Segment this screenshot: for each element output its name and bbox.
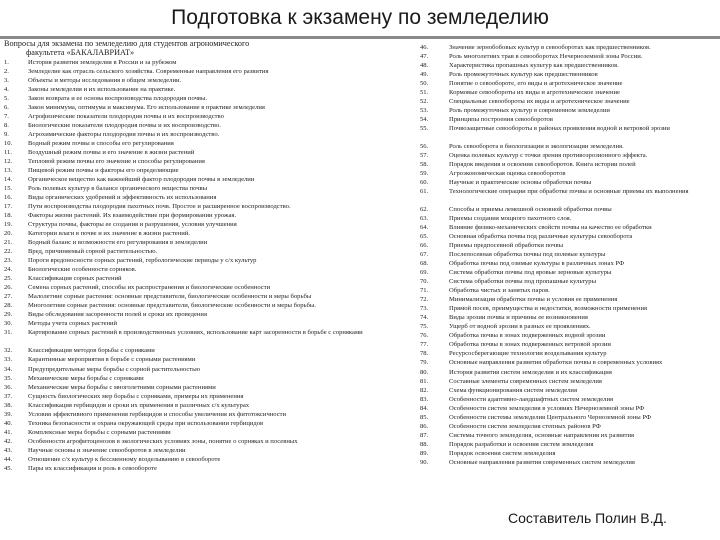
- header-line-2: факультета «БАКАЛАВРИАТ»: [26, 48, 135, 58]
- question-text: Техника безопасности и охрана окружающей среды при использовании гербицидов: [28, 419, 264, 427]
- question-item: [420, 223, 714, 232]
- question-number: 74.: [420, 314, 429, 322]
- question-text: Обработка почвы в зонах подверженных водной эрозии: [449, 332, 606, 340]
- question-text: Способы и приемы лемешной основной обработки почвы: [449, 206, 612, 214]
- question-item: [4, 464, 418, 473]
- question-text: Кормовые севообороты их виды и агротехническое значение: [449, 89, 620, 97]
- question-text: Предупредительные меры борьбы с сорной растительностью: [28, 365, 201, 373]
- question-text: Роль промежуточных культур в современном земледелии: [449, 107, 610, 115]
- question-item: [420, 377, 714, 386]
- question-item: [420, 115, 714, 124]
- questions-column-right: [420, 43, 714, 467]
- question-item: [420, 187, 714, 205]
- question-number: 71.: [420, 287, 429, 295]
- question-item: [4, 130, 418, 139]
- question-number: 40.: [4, 419, 13, 427]
- question-text: Приемы предпосевной обработки почвы: [449, 242, 564, 250]
- question-item: [420, 43, 714, 52]
- question-text: Вред, причиняемый сорной растительностью.: [28, 248, 158, 256]
- question-text: Обработка почвы в зонах подверженных ветровой эрозии: [449, 341, 611, 349]
- question-item: [4, 238, 418, 247]
- question-text: Роль промежуточных культур как предшественников: [449, 71, 598, 79]
- question-number: 21.: [4, 239, 13, 247]
- question-text: Особенности систем земледелия в условиях Нечерноземной зоны РФ: [449, 404, 645, 412]
- question-number: 28.: [4, 302, 13, 310]
- question-text: Карантинные мероприятия в борьбе с сорными растениями: [28, 356, 196, 364]
- question-text: Закон возврата и ее основа воспроизводства плодородия почвы.: [28, 95, 208, 103]
- question-text: Водный баланс и возможности его регулирования в земледелии: [28, 239, 208, 247]
- question-number: 64.: [420, 224, 429, 232]
- question-item: [4, 365, 418, 374]
- question-text: История развития систем земледелия и их классификация: [449, 368, 612, 376]
- question-text: Комплексные меры борьбы с сорными растениями: [28, 428, 171, 436]
- question-text: Научные и практические основы обработки почвы: [449, 179, 592, 187]
- question-text: Механические меры борьбы с сорняками: [28, 374, 144, 382]
- question-number: 38.: [4, 401, 13, 409]
- question-text: Малолетние сорные растения: основные представители, биологические особенности и меры борьбы: [28, 293, 312, 301]
- question-number: 42.: [4, 437, 13, 445]
- question-text: Роль многолетних трав в севооборотах Нечерноземной зоны России.: [449, 53, 643, 61]
- question-number: 72.: [420, 296, 429, 304]
- question-item: [4, 112, 418, 121]
- question-number: 76.: [420, 332, 429, 340]
- question-text: Оценка полевых культур с точки зрения противоэрозионного эффекта.: [449, 152, 648, 160]
- question-number: 75.: [420, 323, 429, 331]
- question-number: 54.: [420, 116, 429, 124]
- question-number: 66.: [420, 242, 429, 250]
- question-item: [4, 392, 418, 401]
- question-number: 13.: [4, 167, 13, 175]
- question-item: [420, 142, 714, 151]
- question-number: 80.: [420, 368, 429, 376]
- question-item: [420, 458, 714, 467]
- question-number: 68.: [420, 260, 429, 268]
- question-number: 85.: [420, 413, 429, 421]
- question-text: Отношение с/х культур к бессменному возделыванию в севообороте: [28, 455, 221, 463]
- header-line-1: Вопросы для экзамена по земледелию для студентов агрономического: [4, 39, 250, 48]
- question-item: [420, 349, 714, 358]
- question-number: 19.: [4, 221, 13, 229]
- question-text: Методы учета сорных растений: [28, 320, 118, 328]
- question-item: [420, 97, 714, 106]
- question-text: Приемы создания мощного пахотного слоя.: [449, 215, 572, 223]
- question-item: [420, 70, 714, 79]
- question-item: [4, 319, 418, 328]
- question-item: [420, 79, 714, 88]
- question-number: 61.: [420, 188, 429, 196]
- question-text: Схема функционирования систем земледелия: [449, 386, 577, 394]
- question-text: Механические меры борьбы с многолетними сорными растениями: [28, 383, 216, 391]
- question-item: [4, 67, 418, 76]
- question-number: 59.: [420, 170, 429, 178]
- question-text: Классификация гербицидов и сроки их применения в различных с/х культурах: [28, 401, 250, 409]
- question-text: Почвозащитные севообороты в районах проявления водной и ветровой эрозии: [449, 125, 670, 133]
- question-item: [420, 88, 714, 97]
- question-item: [420, 449, 714, 458]
- question-number: 87.: [420, 431, 429, 439]
- question-number: 30.: [4, 320, 13, 328]
- question-text: Принципы построения севооборотов: [449, 116, 553, 124]
- question-number: 26.: [4, 284, 13, 292]
- question-number: 73.: [420, 305, 429, 313]
- question-item: [4, 193, 418, 202]
- question-text: Обработка чистых и занятых паров.: [449, 287, 550, 295]
- question-item: [420, 259, 714, 268]
- question-item: [420, 440, 714, 449]
- question-number: 18.: [4, 212, 13, 220]
- question-item: [4, 355, 418, 364]
- question-item: [420, 386, 714, 395]
- question-number: 20.: [4, 230, 13, 238]
- question-number: 33.: [4, 356, 13, 364]
- question-text: Система обработки почвы под яровые зерновые культуры: [449, 269, 612, 277]
- question-number: 90.: [420, 458, 429, 466]
- question-text: Системы точного земледелия, основные направления их развития: [449, 431, 635, 439]
- question-text: Агрофизические показатели плодородия почвы и их воспроизводство: [28, 113, 224, 121]
- question-text: Биологические показатели плодородия почвы и их воспроизводство.: [28, 122, 221, 130]
- question-item: [4, 455, 418, 464]
- question-item: [4, 256, 418, 265]
- question-number: 46.: [420, 44, 429, 51]
- question-item: [420, 340, 714, 349]
- question-text: Порядок введения и освоения севооборотов. Книга истории полей: [449, 161, 636, 169]
- question-number: 45.: [4, 464, 13, 472]
- question-text: Водный режим почвы и способы его регулирования: [28, 140, 174, 148]
- question-text: История развития земледелия в России и за рубежом: [28, 59, 177, 66]
- question-text: Характеристика пропашных культур как предшественников.: [449, 62, 619, 70]
- question-item: [4, 346, 418, 355]
- question-number: 50.: [420, 80, 429, 88]
- question-number: 78.: [420, 350, 429, 358]
- question-text: Виды обследования засоренности полей и сроки их проведения: [28, 311, 207, 319]
- question-number: 8.: [4, 122, 9, 130]
- question-text: Особенности системы земледелия Центрального Черноземной зоны РФ: [449, 413, 652, 421]
- question-item: [420, 304, 714, 313]
- question-text: Значение зернобобовых культур в севооборотах как предшественников.: [449, 44, 651, 51]
- questions-column-left: [4, 58, 418, 473]
- question-item: [4, 76, 418, 85]
- question-text: Классификация методов борьбы с сорняками: [28, 347, 155, 355]
- question-item: [4, 310, 418, 319]
- question-text: Минимализация обработки почвы и условия ее применения: [449, 296, 618, 304]
- question-number: 29.: [4, 311, 13, 319]
- question-item: [4, 292, 418, 301]
- question-text: Особенности адаптивно-ландшафтных систем земледелия: [449, 395, 614, 403]
- question-item: [420, 61, 714, 70]
- question-text: Агроэкономическая оценка севооборотов: [449, 170, 566, 178]
- question-text: Факторы жизни растений. Их взаимодействие при формировании урожая.: [28, 212, 237, 220]
- question-number: 86.: [420, 422, 429, 430]
- question-number: 10.: [4, 140, 13, 148]
- question-item: [4, 247, 418, 256]
- question-item: [4, 265, 418, 274]
- question-text: Роль полевых культур в балансе органического вещества почвы: [28, 185, 208, 193]
- question-text: Система обработки почвы под пропашные культуры: [449, 278, 597, 286]
- question-text: Семена сорных растений, способы их распространения и биологические особенности: [28, 284, 271, 292]
- question-number: 41.: [4, 428, 13, 436]
- author-credit: Составитель Полин В.Д.: [508, 510, 667, 526]
- question-item: [420, 178, 714, 187]
- question-number: 60.: [420, 179, 429, 187]
- question-text: Законы земледелия и их использование на практике.: [28, 86, 176, 94]
- question-item: [4, 301, 418, 310]
- question-text: Прямой посев, преимущества и недостатки, возможности применения: [449, 305, 648, 313]
- question-number: 35.: [4, 374, 13, 382]
- question-number: 77.: [420, 341, 429, 349]
- question-text: Биологические особенности сорняков.: [28, 266, 137, 274]
- question-item: [4, 94, 418, 103]
- question-number: 55.: [420, 125, 429, 133]
- question-number: 37.: [4, 392, 13, 400]
- question-number: 32.: [4, 347, 13, 355]
- question-item: [420, 322, 714, 331]
- question-item: [4, 229, 418, 238]
- question-item: [420, 358, 714, 367]
- question-item: [4, 374, 418, 383]
- question-item: [420, 422, 714, 431]
- question-item: [4, 383, 418, 392]
- question-text: Картирование сорных растений в производственных условиях, использование карт засоренности в борьбе с сорняками: [28, 329, 363, 337]
- question-item: [420, 169, 714, 178]
- question-number: 89.: [420, 449, 429, 457]
- question-text: Особенности агрофитоценозов в экологических условиях зоны, понятие о сорняках и посевных: [28, 437, 298, 445]
- question-number: 51.: [420, 89, 429, 97]
- question-number: 81.: [420, 377, 429, 385]
- question-text: Виды эрозии почвы и причины ее возникновения: [449, 314, 588, 322]
- question-text: Понятие о севообороте, его виды и агротехническое значение: [449, 80, 623, 88]
- question-item: [420, 160, 714, 169]
- question-item: [4, 148, 418, 157]
- question-text: Закон минимума, оптимума и максимума. Его использование в практике земледелия: [28, 104, 265, 112]
- question-number: 5.: [4, 95, 9, 103]
- question-text: Пары их классификация и роль в севообороте: [28, 464, 157, 472]
- question-item: [4, 121, 418, 130]
- question-number: 39.: [4, 410, 13, 418]
- question-number: 27.: [4, 293, 13, 301]
- question-text: Органическое вещество как важнейший фактор плодородия почвы в земледелии: [28, 176, 255, 184]
- question-number: 84.: [420, 404, 429, 412]
- question-text: Научные основы и значение севооборотов в земледелии: [28, 446, 186, 454]
- question-item: [4, 175, 418, 184]
- question-number: 6.: [4, 104, 9, 112]
- page-title: Подготовка к экзамену по земледелию: [171, 6, 549, 29]
- question-item: [4, 58, 418, 67]
- question-number: 4.: [4, 86, 9, 94]
- question-item: [420, 431, 714, 440]
- question-text: Воздушный режим почвы и его значение в жизни растений: [28, 149, 195, 157]
- question-text: Специальные севообороты их виды и агротехническое значение: [449, 98, 630, 106]
- question-item: [420, 151, 714, 160]
- question-number: 47.: [420, 53, 429, 61]
- question-text: Структура почвы, факторы ее создания и разрушения, условия улучшения: [28, 221, 237, 229]
- question-number: 7.: [4, 113, 9, 121]
- question-text: Ущерб от водной эрозии в разных ее проявлениях.: [449, 323, 591, 331]
- question-text: Основная обработка почвы под различные культуры севооборота: [449, 233, 633, 241]
- question-number: 22.: [4, 248, 13, 256]
- question-item: [420, 395, 714, 404]
- question-text: Влияние физико-механических свойств почвы на качество ее обработки: [449, 224, 652, 232]
- question-number: 23.: [4, 257, 13, 265]
- question-item: [420, 313, 714, 322]
- question-text: Составные элементы современных систем земледелия: [449, 377, 602, 385]
- question-item: [420, 250, 714, 259]
- question-text: Условия эффективного применения гербицидов и способы увеличения их фитотоксичности: [28, 410, 287, 418]
- question-number: 82.: [420, 386, 429, 394]
- question-item: [4, 274, 418, 283]
- question-text: Порядок освоения систем земледелия: [449, 449, 556, 457]
- question-number: 1.: [4, 59, 9, 66]
- question-text: Объекты и методы исследования в общем земледелии.: [28, 77, 182, 85]
- question-item: [4, 401, 418, 410]
- question-number: 57.: [420, 152, 429, 160]
- question-item: [4, 103, 418, 112]
- question-item: [420, 205, 714, 214]
- question-number: 65.: [420, 233, 429, 241]
- question-number: 31.: [4, 329, 13, 337]
- question-text: Технологические операции при обработке почвы и основные приемы их выполнения: [449, 188, 689, 196]
- question-text: Послепосевная обработка почвы под полевые культуры: [449, 251, 606, 259]
- question-item: [4, 419, 418, 428]
- question-number: 16.: [4, 194, 13, 202]
- question-text: Основные направления развития обработки почвы в современных условиях: [449, 359, 663, 367]
- question-number: 52.: [420, 98, 429, 106]
- question-number: 2.: [4, 68, 9, 76]
- question-text: Тепловой режим почвы его значение и способы регулирования: [28, 158, 205, 166]
- question-item: [420, 124, 714, 142]
- question-text: Категории влаги в почве и их значение в жизни растений.: [28, 230, 190, 238]
- question-item: [420, 268, 714, 277]
- question-item: [4, 184, 418, 193]
- question-item: [420, 331, 714, 340]
- question-number: 9.: [4, 131, 9, 139]
- question-item: [4, 410, 418, 419]
- question-text: Сущность биологических мер борьбы с сорняками, примеры их применения: [28, 392, 244, 400]
- question-number: 11.: [4, 149, 12, 157]
- question-number: 48.: [420, 62, 429, 70]
- question-item: [4, 328, 418, 346]
- question-item: [420, 214, 714, 223]
- question-number: 70.: [420, 278, 429, 286]
- question-text: Виды органических удобрений и эффективность их использования: [28, 194, 217, 202]
- question-text: Пищевой режим почвы и факторы его определяющие: [28, 167, 179, 175]
- question-number: 15.: [4, 185, 13, 193]
- question-item: [4, 437, 418, 446]
- question-text: Роль севооборота в биологизации и экологизации земледелия.: [449, 143, 624, 151]
- question-item: [420, 277, 714, 286]
- question-number: 62.: [420, 206, 429, 214]
- question-text: Порядок разработки и освоения систем земледелия: [449, 440, 594, 448]
- question-number: 58.: [420, 161, 429, 169]
- question-item: [4, 446, 418, 455]
- question-text: Агрохимические факторы плодородия почвы и их воспроизводство.: [28, 131, 220, 139]
- question-text: Основные направления развития современных систем земледелия: [449, 458, 635, 466]
- question-item: [420, 52, 714, 61]
- question-text: Особенности систем земледелия степных районов РФ: [449, 422, 601, 430]
- question-number: 3.: [4, 77, 9, 85]
- question-number: 12.: [4, 158, 13, 166]
- question-item: [4, 211, 418, 220]
- question-text: Классификация сорных растений: [28, 275, 122, 283]
- question-text: Пути воспроизводства плодородия пахотных почв. Простое и расширенное воспроизводство.: [28, 203, 291, 211]
- question-number: 83.: [420, 395, 429, 403]
- question-text: Пороги вредоносности сорных растений, гербологические периоды у с/х культур: [28, 257, 257, 265]
- question-number: 36.: [4, 383, 13, 391]
- question-number: 44.: [4, 455, 13, 463]
- question-item: [4, 428, 418, 437]
- question-item: [420, 232, 714, 241]
- question-number: 69.: [420, 269, 429, 277]
- question-item: [4, 166, 418, 175]
- question-item: [420, 295, 714, 304]
- question-number: 14.: [4, 176, 13, 184]
- question-item: [420, 106, 714, 115]
- question-item: [420, 286, 714, 295]
- question-item: [4, 220, 418, 229]
- question-item: [420, 368, 714, 377]
- question-item: [420, 413, 714, 422]
- question-number: 17.: [4, 203, 13, 211]
- question-number: 53.: [420, 107, 429, 115]
- question-text: Многолетние сорные растения: основные представители, биологические особенности и меры борьбы.: [28, 302, 316, 310]
- question-number: 67.: [420, 251, 429, 259]
- question-number: 43.: [4, 446, 13, 454]
- question-text: Обработка почвы под озимые культуры в различных зонах РФ: [449, 260, 625, 268]
- question-item: [420, 241, 714, 250]
- question-item: [4, 202, 418, 211]
- question-number: 63.: [420, 215, 429, 223]
- question-item: [420, 404, 714, 413]
- question-number: 49.: [420, 71, 429, 79]
- question-number: 24.: [4, 266, 13, 274]
- question-number: 34.: [4, 365, 13, 373]
- question-number: 56.: [420, 143, 429, 151]
- question-item: [4, 283, 418, 292]
- question-number: 79.: [420, 359, 429, 367]
- question-item: [4, 139, 418, 148]
- question-item: [4, 157, 418, 166]
- document-header: [4, 39, 414, 57]
- question-number: 88.: [420, 440, 429, 448]
- question-item: [4, 85, 418, 94]
- question-text: Земледелие как отрасль сельского хозяйства. Современные направления его развития: [28, 68, 269, 76]
- question-text: Ресурсосберегающие технологии возделывания культур: [449, 350, 607, 358]
- question-number: 25.: [4, 275, 13, 283]
